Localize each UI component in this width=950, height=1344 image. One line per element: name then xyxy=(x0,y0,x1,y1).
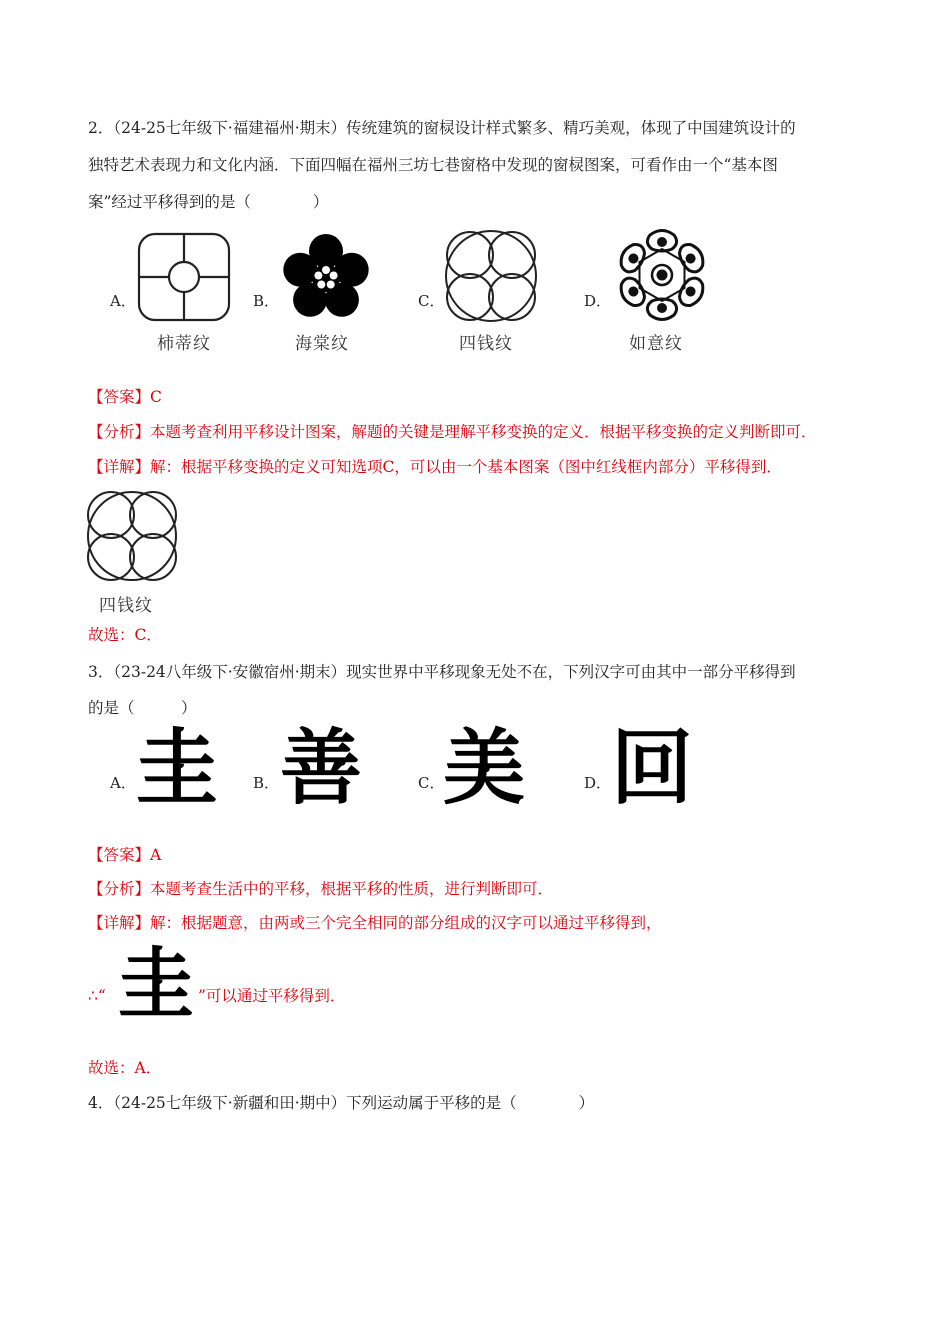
q2-answer: 【答案】C xyxy=(88,388,162,406)
q3-analysis: 【分析】本题考查生活中的平移，根据平移的性质，进行判断即可． xyxy=(88,880,554,898)
q3-conclusion-prefix: ∴“ xyxy=(88,987,106,1005)
ruyi-pattern-icon xyxy=(615,228,709,322)
q3-option-d-char: 回 xyxy=(611,721,694,816)
q2-option-d-label[interactable]: D． xyxy=(584,292,612,310)
q2-option-c-label[interactable]: C． xyxy=(418,292,445,310)
q3-detail: 【详解】解：根据题意，由两或三个完全相同的部分组成的汉字可以通过平移得到， xyxy=(88,914,662,932)
q2-option-a-caption: 柿蒂纹 xyxy=(157,334,211,354)
four-coins-detail-icon xyxy=(86,490,178,582)
begonia-flower-icon xyxy=(280,232,372,324)
q4-stem-line1: 4．（24-25七年级下·新疆和田·期中）下列运动属于平移的是（ ） xyxy=(88,1094,595,1112)
q3-option-a-char: 圭 xyxy=(136,721,219,816)
q2-detail: 【详解】解：根据平移变换的定义可知选项C，可以由一个基本图案（图中红线框内部分）平移得到． xyxy=(88,458,782,476)
q3-stem-line1: 3．（23-24八年级下·安徽宿州·期末）现实世界中平移现象无处不在，下列汉字可由其中一部分平移得到 xyxy=(88,663,796,681)
q3-option-b-char: 善 xyxy=(280,721,363,816)
q3-option-c-label[interactable]: C． xyxy=(418,774,445,792)
q2-stem-line2: 独特艺术表现力和文化内涵．下面四幅在福州三坊七巷窗格中发现的窗棂图案，可看作由一个“基本图 xyxy=(88,156,778,174)
q2-detail-caption: 四钱纹 xyxy=(99,596,153,616)
q3-conclusion-suffix: ”可以通过平移得到． xyxy=(198,987,346,1005)
q3-choose: 故选：A． xyxy=(88,1059,162,1077)
q3-stem-line2: 的是（ ） xyxy=(88,699,197,717)
four-coins-pattern-icon xyxy=(444,229,538,323)
q3-option-a-label[interactable]: A． xyxy=(110,774,136,792)
q2-choose: 故选：C． xyxy=(88,626,162,644)
q2-option-c-caption: 四钱纹 xyxy=(459,334,513,354)
q2-stem-line1: 2．（24-25七年级下·福建福州·期末）传统建筑的窗棂设计样式繁多、精巧美观，体现了中国建筑设计的 xyxy=(88,119,796,137)
q2-option-a-label[interactable]: A． xyxy=(110,292,136,310)
q2-stem-line3: 案”经过平移得到的是（ ） xyxy=(88,193,329,211)
q3-conclusion-char: 圭 xyxy=(118,939,194,1028)
q2-option-b-label[interactable]: B． xyxy=(253,292,280,310)
q2-option-b-caption: 海棠纹 xyxy=(295,334,349,354)
q3-answer: 【答案】A xyxy=(88,846,162,864)
q3-option-b-label[interactable]: B． xyxy=(253,774,280,792)
q2-option-d-caption: 如意纹 xyxy=(629,334,683,354)
shidi-pattern-icon xyxy=(137,232,231,322)
q2-analysis: 【分析】本题考查利用平移设计图案，解题的关键是理解平移变换的定义．根据平移变换的定义判断即可． xyxy=(88,423,817,441)
q3-option-d-label[interactable]: D． xyxy=(584,774,612,792)
q3-option-c-char: 美 xyxy=(443,721,526,816)
